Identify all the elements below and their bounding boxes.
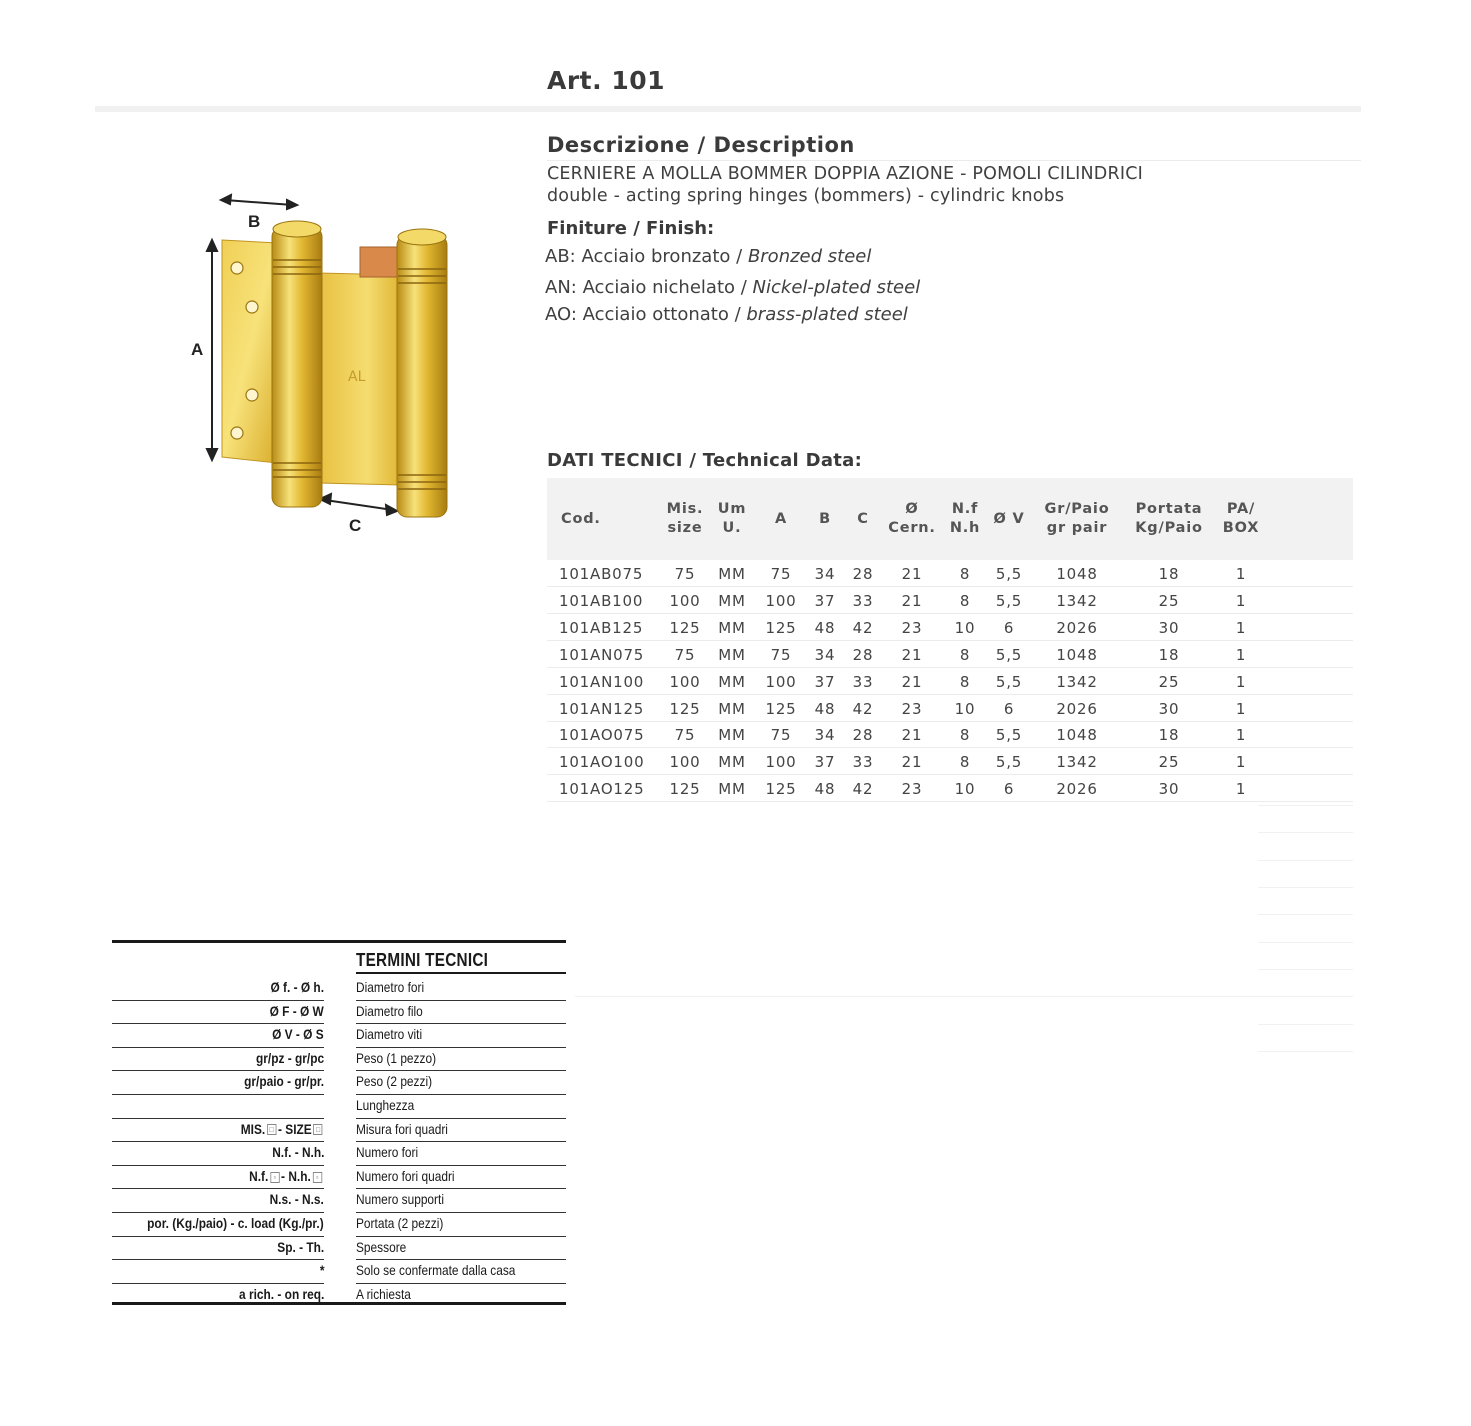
column-header-code: Cod. [561,510,601,527]
cell-size: 125 [669,780,701,798]
legend-row [112,1095,567,1119]
description-english: double - acting spring hinges (bommers) - cylindric knobs [547,186,1065,206]
cell-code: 101AO075 [559,726,645,744]
table-row [547,615,1353,641]
cell-size: 75 [674,565,696,583]
column-header-nf: N.f N.h [949,501,981,536]
column-header-pa-box: PA/ BOX [1222,501,1260,536]
cell-gr-paio: 1048 [1056,726,1098,744]
cell-portata: 18 [1158,565,1180,583]
column-header-size: Mis. size [666,501,704,536]
cell-size: 100 [669,753,701,771]
cell-cern: 23 [901,619,923,637]
cell-code: 101AN075 [559,646,645,664]
grid-line [1258,942,1353,943]
legend-definition: Lunghezza [356,1097,415,1113]
cell-size: 100 [669,592,701,610]
cell-b: 37 [814,592,836,610]
finish-item-en: Bronzed steel [747,246,872,267]
cell-portata: 25 [1158,753,1180,771]
cell-ov: 5,5 [995,646,1023,664]
cell-code: 101AB125 [559,619,644,637]
cell-b: 48 [814,619,836,637]
legend-term: Ø V - Ø S [272,1026,324,1043]
finish-item-ab [545,246,871,267]
legend-term: Sp. - Th. [277,1238,324,1255]
cell-nf: 10 [954,700,976,718]
legend-row [112,977,567,1001]
column-header-a: A [774,510,788,527]
cell-ov: 6 [1003,619,1015,637]
grid-line [1258,887,1353,888]
table-row [547,696,1353,722]
cell-portata: 30 [1158,700,1180,718]
cell-c: 42 [852,619,874,637]
row-divider [547,640,1353,641]
legend-row [112,1071,567,1095]
legend-definition: Diametro fori [356,979,425,995]
legend-row [112,1166,567,1190]
cell-unit: MM [718,646,746,664]
legend-row [112,1213,567,1237]
cell-portata: 30 [1158,619,1180,637]
cell-cern: 21 [901,646,923,664]
cell-nf: 8 [959,565,971,583]
cell-cern: 21 [901,673,923,691]
grid-line [1258,805,1353,806]
cell-a: 125 [765,700,797,718]
legend-definition: Spessore [356,1238,407,1255]
row-divider [547,801,1353,802]
cell-unit: MM [718,726,746,744]
cell-nf: 10 [954,780,976,798]
row-divider [547,613,1353,614]
cell-cern: 21 [901,753,923,771]
cell-gr-paio: 1048 [1056,565,1098,583]
legend-row [112,1024,567,1048]
cell-unit: MM [718,700,746,718]
legend-term: Ø f. - Ø h. [270,979,324,995]
finish-item-it: AO: Acciaio ottonato / [545,304,741,325]
cell-portata: 25 [1158,592,1180,610]
cell-pa-box: 1 [1235,726,1247,744]
column-header-ov: Ø V [993,510,1025,527]
row-divider [547,586,1353,587]
legend-term: gr/pz - gr/pc [255,1049,324,1066]
legend-title-rule [356,972,566,974]
legend-row [112,1237,567,1261]
cell-unit: MM [718,565,746,583]
dimension-arrow-a [207,240,217,460]
legend-row [112,1260,567,1284]
legend-term: a rich. - on req. [238,1285,324,1302]
legend-term: N.f. ▫ - N.h. ▫ [250,1168,324,1184]
cell-ov: 6 [1003,780,1015,798]
legend-definition: Diametro filo [356,1002,423,1019]
cell-nf: 8 [959,726,971,744]
legend-term: N.s. - N.s. [269,1191,324,1208]
cell-gr-paio: 1342 [1056,673,1098,691]
table-row [547,642,1353,668]
cell-c: 33 [852,592,874,610]
dimension-label-a: A [191,340,204,359]
cell-ov: 5,5 [995,726,1023,744]
cell-code: 101AB100 [559,592,644,610]
cell-gr-paio: 1342 [1056,592,1098,610]
legend-definition: Numero supporti [356,1191,444,1208]
legend-term: Ø F - Ø W [269,1002,324,1019]
cell-c: 33 [852,753,874,771]
row-divider [547,667,1353,668]
cell-gr-paio: 2026 [1056,780,1098,798]
cell-pa-box: 1 [1235,700,1247,718]
legend-term: * [319,1262,324,1279]
row-divider [547,774,1353,775]
cell-ov: 5,5 [995,565,1023,583]
cell-gr-paio: 2026 [1056,700,1098,718]
legend-row [112,1189,567,1213]
cell-b: 34 [814,565,836,583]
cell-size: 100 [669,673,701,691]
termini-tecnici-legend [112,940,567,1306]
cell-nf: 8 [959,646,971,664]
legend-title: TERMINI TECNICI [356,950,489,970]
column-header-b: B [819,510,831,527]
cell-nf: 8 [959,753,971,771]
column-header-gr-paio: Gr/Paio gr pair [1044,501,1110,536]
grid-line [1258,860,1353,861]
hinge-product-image [185,185,465,535]
cell-ov: 5,5 [995,592,1023,610]
cell-nf: 8 [959,673,971,691]
table-row [547,776,1353,802]
finish-item-ao [545,304,908,325]
cell-portata: 18 [1158,646,1180,664]
cell-code: 101AO125 [559,780,645,798]
cell-cern: 23 [901,700,923,718]
table-row [547,749,1353,775]
cell-code: 101AO100 [559,753,645,771]
table-row [547,722,1353,748]
grid-line [575,996,1353,997]
cell-pa-box: 1 [1235,619,1247,637]
legend-definition: Diametro viti [356,1026,423,1043]
cell-a: 125 [765,780,797,798]
cell-nf: 8 [959,592,971,610]
cell-c: 42 [852,780,874,798]
finish-item-it: AB: Acciaio bronzato / [545,246,743,267]
cell-size: 75 [674,726,696,744]
description-divider [547,160,1361,161]
legend-definition: Numero fori quadri [356,1167,455,1184]
legend-definition: Solo se confermate dalla casa [356,1262,516,1279]
finish-item-en: Nickel-plated steel [752,277,921,298]
cell-unit: MM [718,780,746,798]
technical-data-heading: DATI TECNICI / Technical Data: [547,450,863,471]
legend-term: MIS. □ - SIZE □ [240,1121,324,1137]
cell-pa-box: 1 [1235,753,1247,771]
cell-a: 75 [770,565,792,583]
column-header-unit: Um U. [717,501,747,536]
cell-a: 125 [765,619,797,637]
grid-line [1258,969,1353,970]
title-divider [95,106,1361,112]
cell-portata: 30 [1158,780,1180,798]
cell-gr-paio: 1048 [1056,646,1098,664]
cell-b: 34 [814,646,836,664]
cell-nf: 10 [954,619,976,637]
legend-definition: A richiesta [356,1285,411,1302]
cell-c: 28 [852,726,874,744]
table-header [547,478,1353,560]
column-header-portata: Portata Kg/Paio [1135,501,1203,536]
legend-definition: Portata (2 pezzi) [356,1215,444,1231]
cell-a: 100 [765,753,797,771]
row-divider [547,694,1353,695]
legend-definition: Peso (1 pezzo) [356,1049,437,1066]
cell-size: 125 [669,619,701,637]
cell-code: 101AN125 [559,700,645,718]
cell-ov: 5,5 [995,673,1023,691]
finish-heading: Finiture / Finish: [547,218,715,239]
table-row [547,588,1353,614]
cell-gr-paio: 1342 [1056,753,1098,771]
legend-term: gr/paio - gr/pr. [243,1073,324,1090]
cell-b: 34 [814,726,836,744]
cell-unit: MM [718,619,746,637]
row-divider [547,747,1353,748]
legend-row [112,1048,567,1072]
legend-row [112,1119,567,1143]
description-italian: CERNIERE A MOLLA BOMMER DOPPIA AZIONE - POMOLI CILINDRICI [547,164,1143,184]
grid-line [1258,832,1353,833]
legend-term: N.f. - N.h. [271,1144,324,1161]
dimension-label-b: B [248,212,261,231]
table-row [547,561,1353,587]
grid-line [1258,1051,1353,1052]
cell-cern: 21 [901,565,923,583]
cell-c: 42 [852,700,874,718]
cell-ov: 5,5 [995,753,1023,771]
table-row [547,669,1353,695]
finish-item-an [545,277,920,298]
cell-pa-box: 1 [1235,565,1247,583]
legend-term: por. (Kg./paio) - c. load (Kg./pr.) [147,1215,324,1231]
cell-c: 33 [852,673,874,691]
cell-unit: MM [718,673,746,691]
cell-a: 100 [765,673,797,691]
cell-a: 75 [770,646,792,664]
cell-a: 75 [770,726,792,744]
cell-code: 101AN100 [559,673,645,691]
cell-unit: MM [718,753,746,771]
cell-b: 37 [814,753,836,771]
cell-pa-box: 1 [1235,673,1247,691]
legend-row [112,1001,567,1025]
cell-size: 125 [669,700,701,718]
cell-pa-box: 1 [1235,592,1247,610]
cell-pa-box: 1 [1235,646,1247,664]
legend-bottom-rule [112,1302,566,1305]
grid-line [1258,914,1353,915]
cell-cern: 21 [901,592,923,610]
dimension-arrow-b [221,195,297,209]
grid-line [1258,1024,1353,1025]
cell-pa-box: 1 [1235,780,1247,798]
cell-c: 28 [852,646,874,664]
cell-a: 100 [765,592,797,610]
description-heading: Descrizione / Description [547,133,855,157]
column-header-c: C [857,510,869,527]
cell-c: 28 [852,565,874,583]
cell-gr-paio: 2026 [1056,619,1098,637]
cell-cern: 23 [901,780,923,798]
column-header-cern: Ø Cern. [888,501,936,536]
cell-cern: 21 [901,726,923,744]
legend-definition: Peso (2 pezzi) [356,1073,433,1090]
cell-portata: 18 [1158,726,1180,744]
finish-item-it: AN: Acciaio nichelato / [545,277,747,298]
cell-portata: 25 [1158,673,1180,691]
cell-ov: 6 [1003,700,1015,718]
dimension-label-c: C [349,516,362,535]
cell-size: 75 [674,646,696,664]
dimension-arrow-c [320,494,397,515]
legend-top-rule [112,940,566,943]
cell-b: 48 [814,780,836,798]
cell-b: 37 [814,673,836,691]
stamp-text: AL [348,369,366,385]
cell-b: 48 [814,700,836,718]
legend-row [112,1142,567,1166]
legend-definition: Numero fori [356,1144,419,1161]
cell-unit: MM [718,592,746,610]
cell-code: 101AB075 [559,565,644,583]
article-title: Art. 101 [547,66,666,95]
finish-item-en: brass-plated steel [746,304,908,325]
legend-definition: Misura fori quadri [356,1120,448,1137]
